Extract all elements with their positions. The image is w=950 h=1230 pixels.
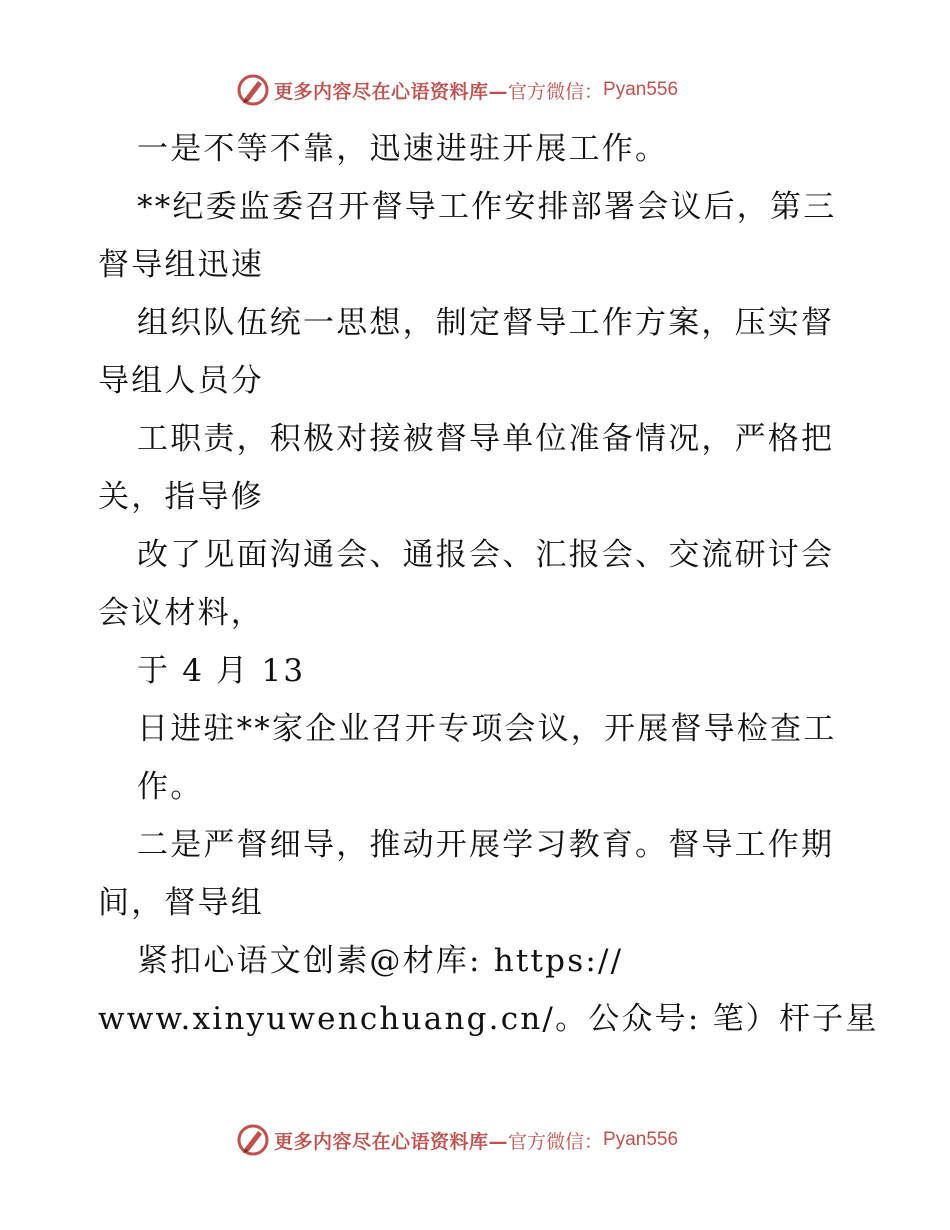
text-line: 作。 (137, 769, 204, 805)
pen-logo-icon (236, 1123, 270, 1157)
text-line: 工职责，积极对接被督导单位准备情况，严格把 (137, 421, 835, 457)
text-line: www.xinyuwenchuang.cn/。公众号: 笔）杆子星 (98, 1001, 879, 1037)
pen-logo-icon (236, 73, 270, 107)
watermark-wechat-id: Pyan556 (603, 1129, 679, 1150)
watermark-wechat-id: Pyan556 (603, 79, 679, 100)
text-line: 间，督导组 (98, 885, 264, 921)
watermark-footer (236, 1122, 678, 1158)
text-line: 紧扣心语文创素@材库: https:// (137, 943, 624, 979)
text-line: 一是不等不靠，迅速进驻开展工作。 (137, 131, 669, 167)
text-line: 导组人员分 (98, 363, 264, 399)
text-line: 于 4 月 13 (137, 653, 306, 689)
text-line: 组织队伍统一思想，制定督导工作方案，压实督 (137, 305, 835, 341)
text-line: 日进驻**家企业召开专项会议，开展督导检查工 (137, 711, 837, 747)
text-line: 督导组迅速 (98, 247, 264, 283)
watermark-main-text: 更多内容尽在心语资料库— (274, 80, 509, 103)
text-line: 改了见面沟通会、通报会、汇报会、交流研讨会 (137, 537, 835, 573)
text-line: 关，指导修 (98, 479, 264, 515)
text-line: 会议材料， (98, 595, 264, 631)
text-line: 二是严督细导，推动开展学习教育。督导工作期 (137, 827, 835, 863)
watermark-main-text: 更多内容尽在心语资料库— (274, 1130, 509, 1153)
text-line: **纪委监委召开督导工作安排部署会议后，第三 (137, 189, 837, 225)
watermark-wechat-label: 官方微信： (508, 1130, 604, 1153)
watermark-wechat-label: 官方微信： (508, 80, 604, 103)
watermark-header (236, 72, 678, 108)
document-body (98, 120, 879, 1048)
